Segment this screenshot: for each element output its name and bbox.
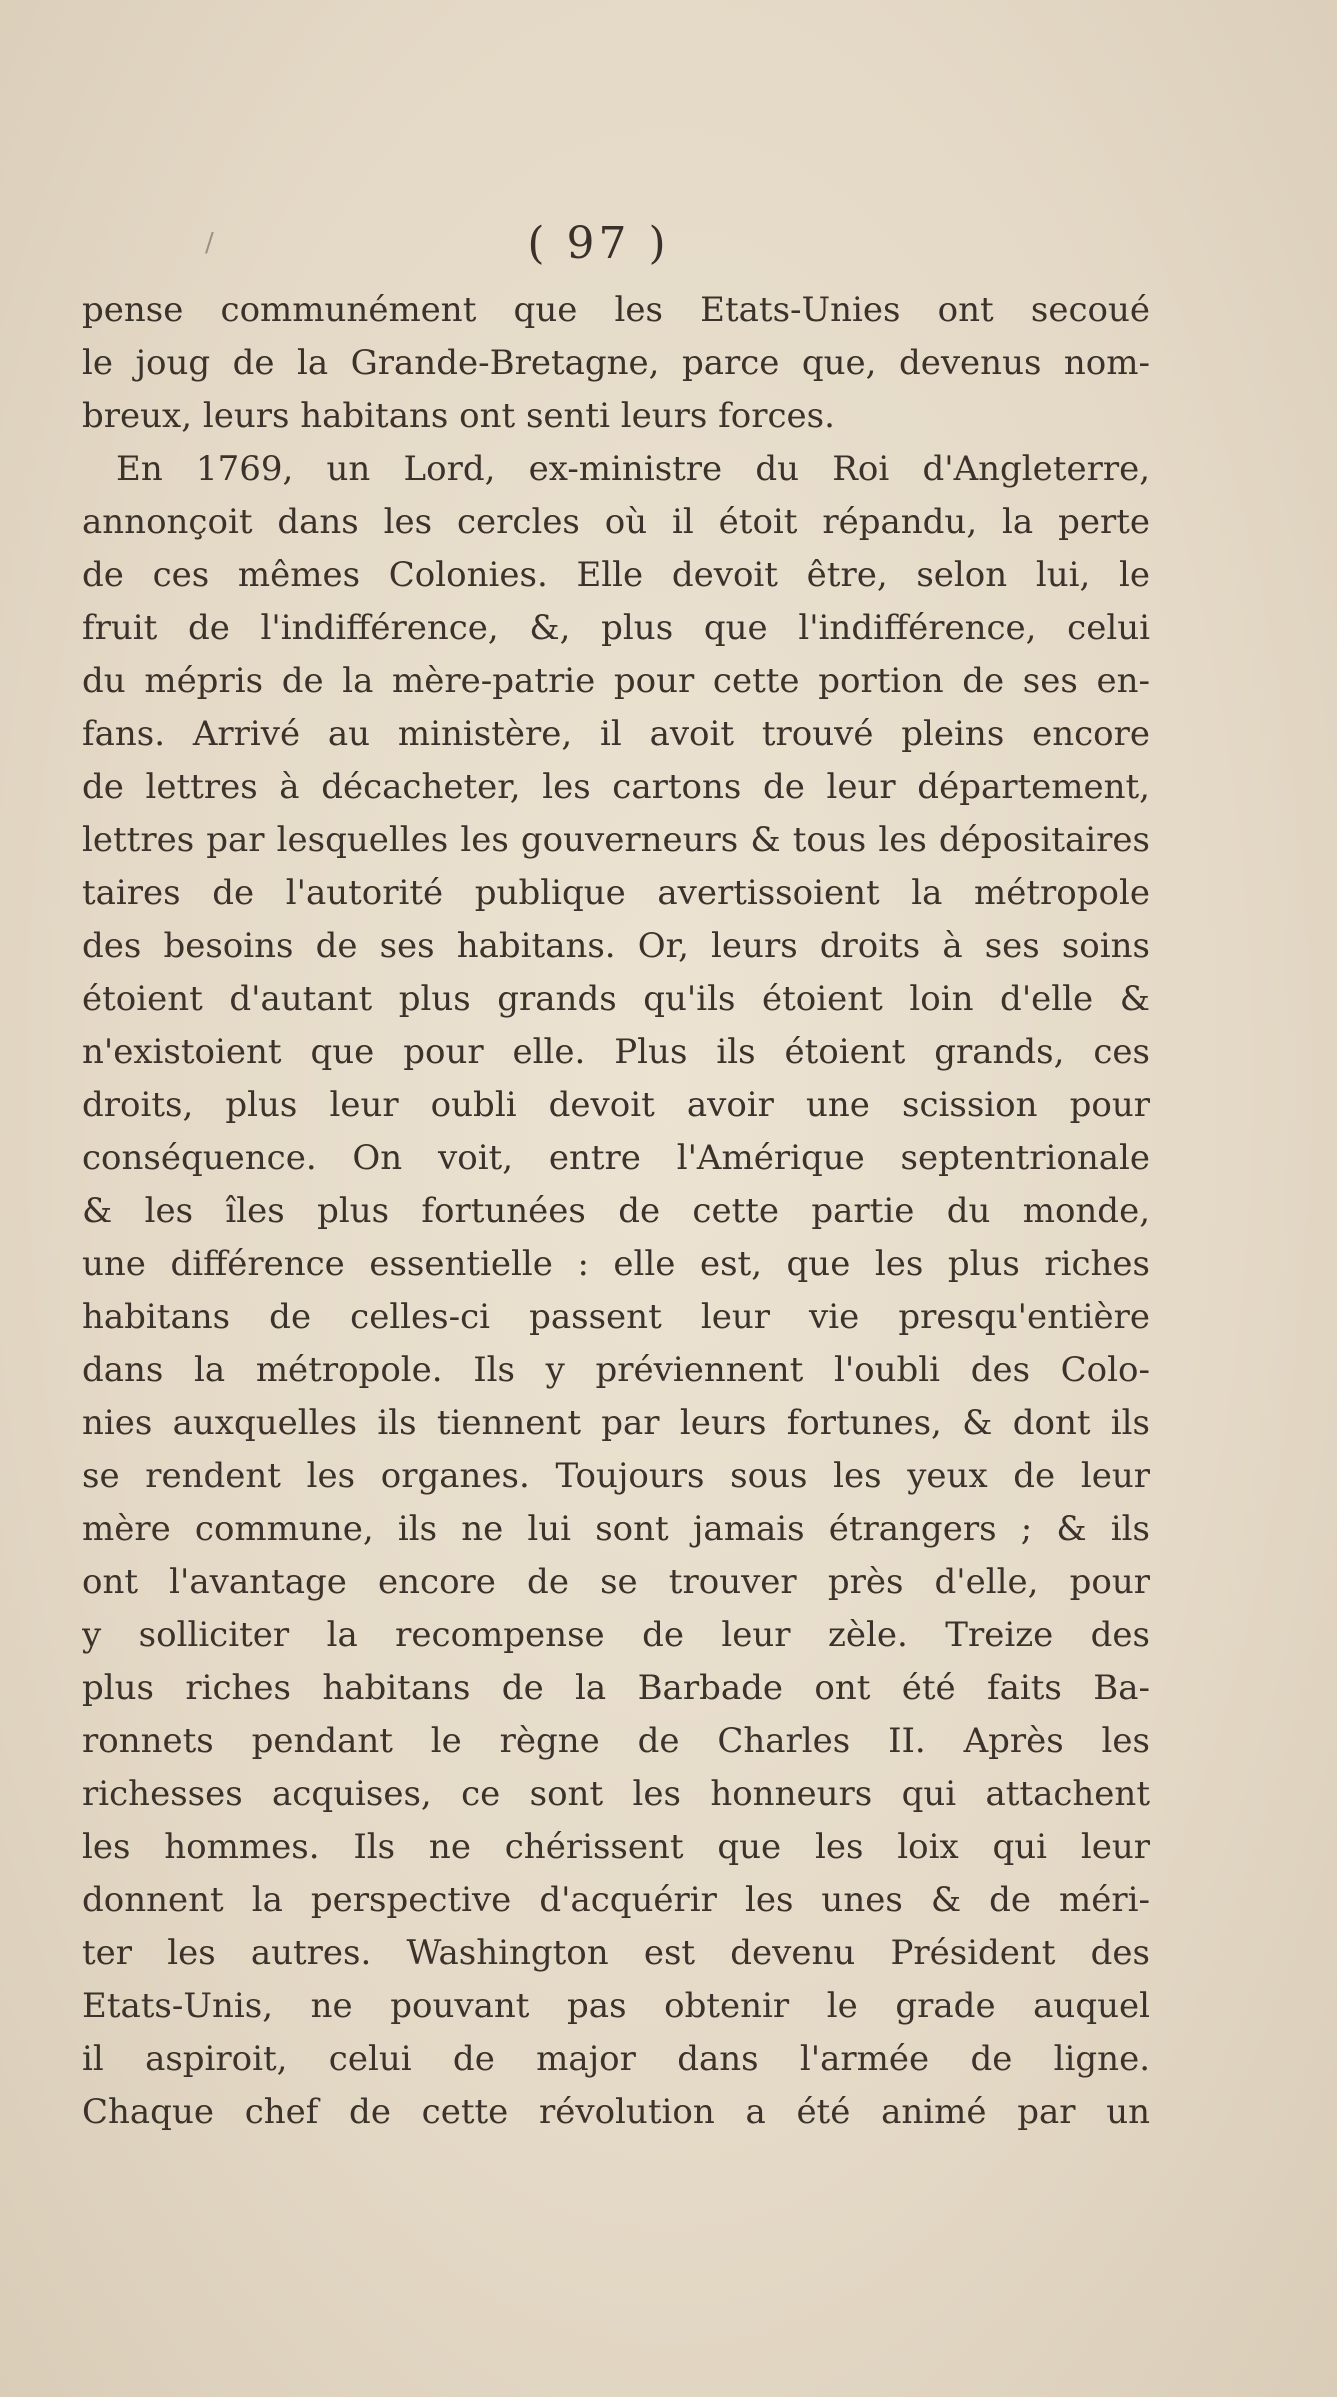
text-line: droits, plus leur oubli devoit avoir une scission pour [82, 1085, 1150, 1125]
text-line: se rendent les organes. Toujours sous les yeux de leur [82, 1456, 1150, 1496]
text-line: n'existoient que pour elle. Plus ils étoient grands, ces [82, 1032, 1150, 1072]
text-line: du mépris de la mère-patrie pour cette portion de ses en- [82, 661, 1150, 701]
text-line: En 1769, un Lord, ex-ministre du Roi d'Angleterre, [116, 449, 1150, 489]
text-line: ter les autres. Washington est devenu Président des [82, 1933, 1150, 1973]
text-line: fans. Arrivé au ministère, il avoit trouvé pleins encore [82, 714, 1150, 754]
text-line: de lettres à décacheter, les cartons de leur département, [82, 767, 1150, 807]
text-line: habitans de celles-ci passent leur vie presqu'entière [82, 1297, 1150, 1337]
text-line: le joug de la Grande-Bretagne, parce que, devenus nom- [82, 343, 1150, 383]
text-line: plus riches habitans de la Barbade ont été faits Ba- [82, 1668, 1150, 1708]
text-line: pense communément que les Etats-Unies ont secoué [82, 290, 1150, 330]
text-line: breux, leurs habitans ont senti leurs forces. [82, 396, 835, 436]
text-line: les hommes. Ils ne chérissent que les loix qui leur [82, 1827, 1150, 1867]
text-line: nies auxquelles ils tiennent par leurs fortunes, & dont ils [82, 1403, 1150, 1443]
text-line: annonçoit dans les cercles où il étoit répandu, la perte [82, 502, 1150, 542]
text-line: dans la métropole. Ils y préviennent l'oubli des Colo- [82, 1350, 1150, 1390]
text-line: conséquence. On voit, entre l'Amérique septentrionale [82, 1138, 1150, 1178]
text-line: étoient d'autant plus grands qu'ils étoient loin d'elle & [82, 979, 1150, 1019]
text-line: lettres par lesquelles les gouverneurs & tous les dépositaires [82, 820, 1150, 860]
text-line: donnent la perspective d'acquérir les unes & de méri- [82, 1880, 1150, 1920]
text-line: Etats-Unis, ne pouvant pas obtenir le grade auquel [82, 1986, 1150, 2026]
text-line: une différence essentielle : elle est, que les plus riches [82, 1244, 1150, 1284]
page-number-header: ( 97 ) [527, 218, 670, 269]
stray-mark: / [205, 228, 214, 258]
body-text [82, 284, 1150, 2139]
text-line: ont l'avantage encore de se trouver près d'elle, pour [82, 1562, 1150, 1602]
text-line: richesses acquises, ce sont les honneurs qui attachent [82, 1774, 1150, 1814]
text-line: de ces mêmes Colonies. Elle devoit être, selon lui, le [82, 555, 1150, 595]
text-line: & les îles plus fortunées de cette partie du monde, [82, 1191, 1150, 1231]
text-line: des besoins de ses habitans. Or, leurs droits à ses soins [82, 926, 1150, 966]
text-line: mère commune, ils ne lui sont jamais étrangers ; & ils [82, 1509, 1150, 1549]
text-line: y solliciter la recompense de leur zèle. Treize des [82, 1615, 1150, 1655]
text-line: fruit de l'indifférence, &, plus que l'indifférence, celui [82, 608, 1150, 648]
text-line: Chaque chef de cette révolution a été animé par un [82, 2092, 1150, 2132]
text-line: il aspiroit, celui de major dans l'armée de ligne. [82, 2039, 1150, 2079]
text-line: taires de l'autorité publique avertissoient la métropole [82, 873, 1150, 913]
text-line: ronnets pendant le règne de Charles II. Après les [82, 1721, 1150, 1761]
